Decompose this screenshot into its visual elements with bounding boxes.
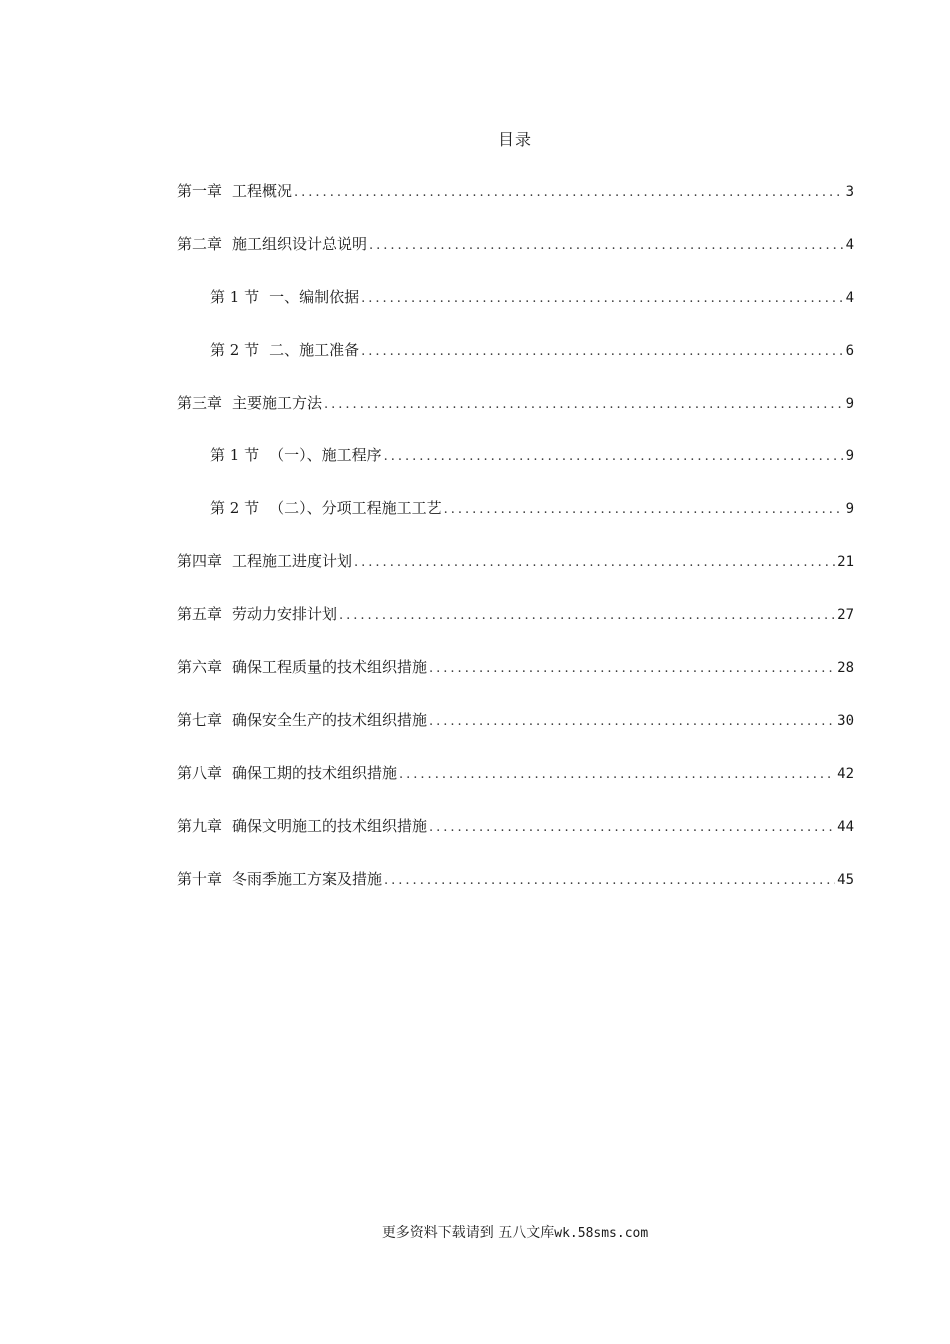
toc-entry-label: [210, 442, 382, 468]
footer-link[interactable]: wk.58sms.com: [554, 1226, 649, 1241]
toc-entry-title: 冬雨季施工方案及措施: [232, 869, 383, 888]
toc-entry-page: 27: [837, 607, 854, 624]
toc-entry-label: [177, 707, 427, 733]
dot-leader: [429, 709, 835, 735]
toc-entry-label: [177, 760, 397, 786]
toc-entry-label: [210, 337, 359, 363]
toc-entry-label: [177, 813, 427, 839]
toc-entry-number: 第十章: [177, 869, 223, 888]
toc-list: [177, 178, 854, 918]
dot-leader: [361, 339, 843, 365]
dot-leader: [429, 815, 835, 841]
toc-entry-number: 第一章: [177, 182, 223, 200]
toc-entry[interactable]: [177, 495, 854, 521]
toc-entry-number: 第二章: [177, 234, 223, 253]
footer-text: 更多资料下载请到 五八文库: [381, 1225, 555, 1241]
toc-entry-page: 9: [845, 448, 854, 465]
toc-entry-page: 4: [845, 236, 854, 253]
toc-entry-page: 9: [845, 395, 854, 412]
toc-entry-title: 工程概况: [232, 182, 293, 200]
toc-entry-page: 4: [845, 289, 854, 306]
dot-leader: [444, 497, 844, 523]
toc-entry-title: 二、施工准备: [269, 340, 360, 359]
toc-entry[interactable]: [177, 548, 854, 574]
toc-entry[interactable]: [177, 337, 854, 363]
footer-note: [0, 1222, 950, 1242]
toc-entry-label: [177, 390, 322, 416]
toc-entry-title: 工程施工进度计划: [232, 552, 353, 571]
toc-entry-number: 第八章: [177, 763, 223, 782]
toc-entry[interactable]: [177, 813, 854, 839]
toc-entry-title: 一、编制依据: [269, 287, 360, 306]
toc-entry-number: 第四章: [177, 552, 223, 571]
dot-leader: [294, 180, 844, 206]
toc-entry-page: 6: [845, 342, 854, 359]
toc-entry-title: 确保工期的技术组织措施: [232, 763, 398, 782]
dot-leader: [339, 603, 835, 629]
toc-entry-title: 主要施工方法: [232, 393, 323, 412]
toc-entry[interactable]: [177, 231, 854, 257]
toc-entry-number: 第 2 节: [210, 499, 260, 518]
toc-entry-number: 第 1 节: [210, 446, 260, 465]
toc-entry[interactable]: [177, 390, 854, 416]
toc-entry-page: 44: [837, 818, 854, 835]
toc-entry[interactable]: [177, 178, 854, 204]
toc-entry[interactable]: [177, 654, 854, 680]
dot-leader: [361, 286, 843, 312]
dot-leader: [384, 868, 835, 894]
toc-entry-title: 确保安全生产的技术组织措施: [232, 710, 428, 729]
toc-entry-number: 第 1 节: [210, 287, 260, 306]
dot-leader: [369, 233, 844, 259]
toc-entry-number: 第六章: [177, 658, 223, 677]
toc-entry-title: 施工组织设计总说明: [232, 234, 368, 253]
toc-entry-title: 确保文明施工的技术组织措施: [232, 816, 428, 835]
toc-entry-page: 21: [837, 554, 854, 571]
dot-leader: [354, 550, 835, 576]
toc-entry-title: （一）、施工程序: [269, 446, 382, 465]
toc-entry-label: [177, 654, 427, 680]
toc-entry[interactable]: [177, 284, 854, 310]
toc-title: 目录: [497, 130, 532, 149]
toc-entry-page: 28: [837, 660, 854, 677]
toc-entry-number: 第五章: [177, 605, 223, 624]
toc-entry-label: [177, 178, 292, 204]
toc-entry-number: 第七章: [177, 710, 223, 729]
toc-entry-label: [177, 231, 367, 257]
toc-entry-number: 第 2 节: [210, 340, 260, 359]
toc-entry-label: [210, 284, 359, 310]
toc-entry-title: 劳动力安排计划: [232, 605, 338, 624]
toc-entry-label: [210, 495, 442, 521]
toc-entry-label: [177, 866, 382, 892]
toc-entry[interactable]: [177, 601, 854, 627]
toc-entry[interactable]: [177, 760, 854, 786]
dot-leader: [384, 444, 844, 470]
toc-entry-number: 第三章: [177, 393, 223, 412]
toc-entry[interactable]: [177, 707, 854, 733]
toc-entry-page: 30: [837, 712, 854, 729]
toc-entry-page: 45: [837, 871, 854, 888]
dot-leader: [324, 392, 844, 418]
toc-entry-page: 9: [845, 501, 854, 518]
toc-entry[interactable]: [177, 442, 854, 468]
dot-leader: [429, 656, 835, 682]
toc-entry-number: 第九章: [177, 816, 223, 835]
toc-entry-label: [177, 601, 337, 627]
dot-leader: [399, 762, 835, 788]
toc-entry-label: [177, 548, 352, 574]
toc-entry-title: 确保工程质量的技术组织措施: [232, 658, 428, 677]
toc-entry-title: （二）、分项工程施工工艺: [269, 499, 442, 518]
toc-entry[interactable]: [177, 866, 854, 892]
toc-entry-page: 3: [845, 184, 854, 200]
toc-entry-page: 42: [837, 765, 854, 782]
